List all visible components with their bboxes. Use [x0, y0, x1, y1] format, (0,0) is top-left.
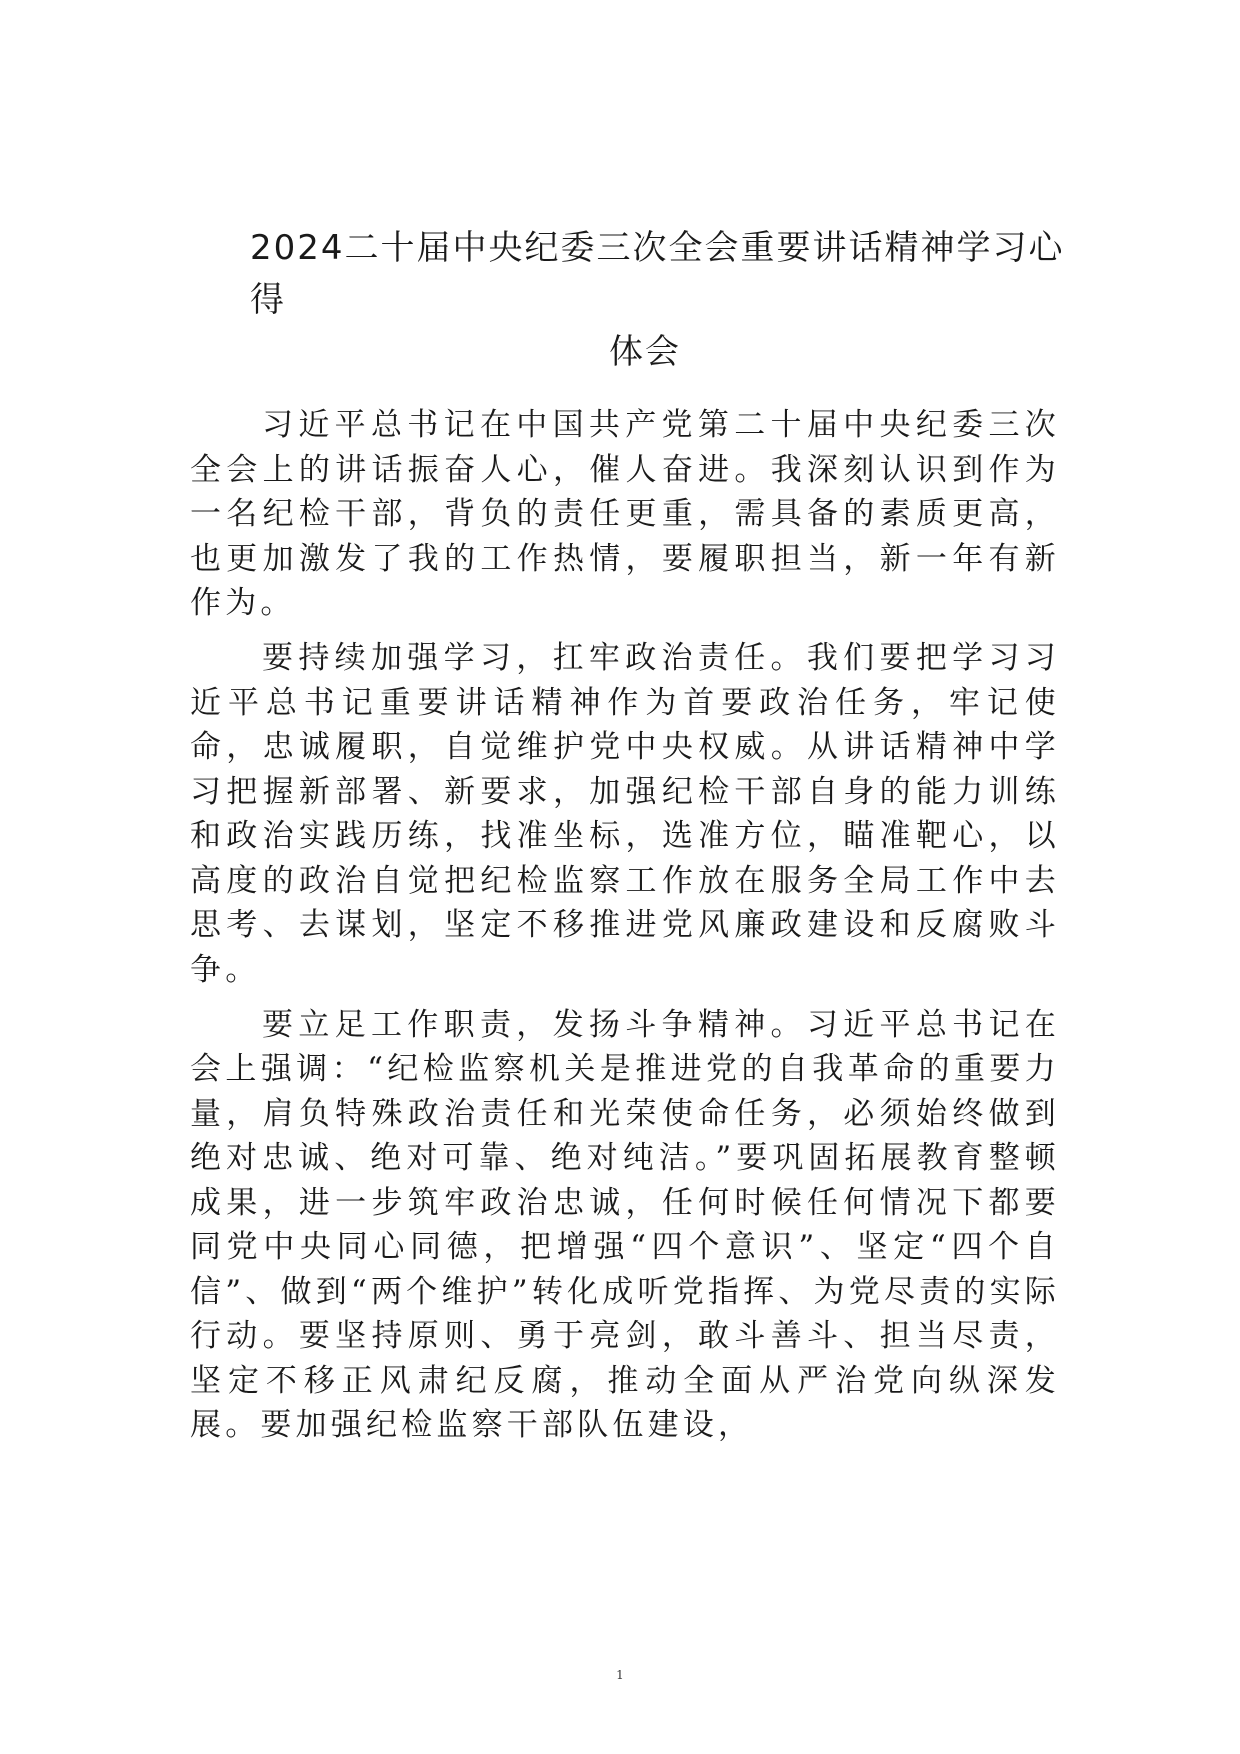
document-title: [250, 222, 1070, 378]
paragraph-1: 习近平总书记在中国共产党第二十届中央纪委三次全会上的讲话振奋人心，催人奋进。我深刻认识到作为一名纪检干部，背负的责任更重，需具备的素质更高，也更加激发了我的工作热情，要履职担当，新一年有新作为。: [190, 407, 1060, 621]
paragraph-3: 要立足工作职责，发扬斗争精神。习近平总书记在会上强调：“纪检监察机关是推进党的自我革命的重要力量，肩负特殊政治责任和光荣使命任务，必须始终做到绝对忠诚、绝对可靠、绝对纯洁。”要巩固拓展教育整顿成果，进一步筑牢政治忠诚，任何时候任何情况下都要同党中央同心同德，把增强“四个意识”、坚定“四个自信”、做到“两个维护”转化成听党指挥、为党尽责的实际行动。要坚持原则、勇于亮剑，敢斗善斗、担当尽责，坚定不移正风肃纪反腐，推动全面从严治党向纵深发展。要加强纪检监察干部队伍建设，: [190, 1006, 1060, 1443]
title-line-2: 体会: [609, 332, 681, 372]
page-number: 1: [616, 1668, 624, 1682]
document-body: [190, 403, 1060, 1458]
paragraph-2: 要持续加强学习，扛牢政治责任。我们要把学习习近平总书记重要讲话精神作为首要政治任务，牢记使命，忠诚履职，自觉维护党中央权威。从讲话精神中学习把握新部署、新要求，加强纪检干部自身的能力训练和政治实践历练，找准坐标，选准方位，瞄准靶心，以高度的政治自觉把纪检监察工作放在服务全局工作中去思考、去谋划，坚定不移推进党风廉政建设和反腐败斗争。: [190, 640, 1060, 988]
title-line-1: 2024二十届中央纪委三次全会重要讲话精神学习心得: [250, 228, 1065, 320]
